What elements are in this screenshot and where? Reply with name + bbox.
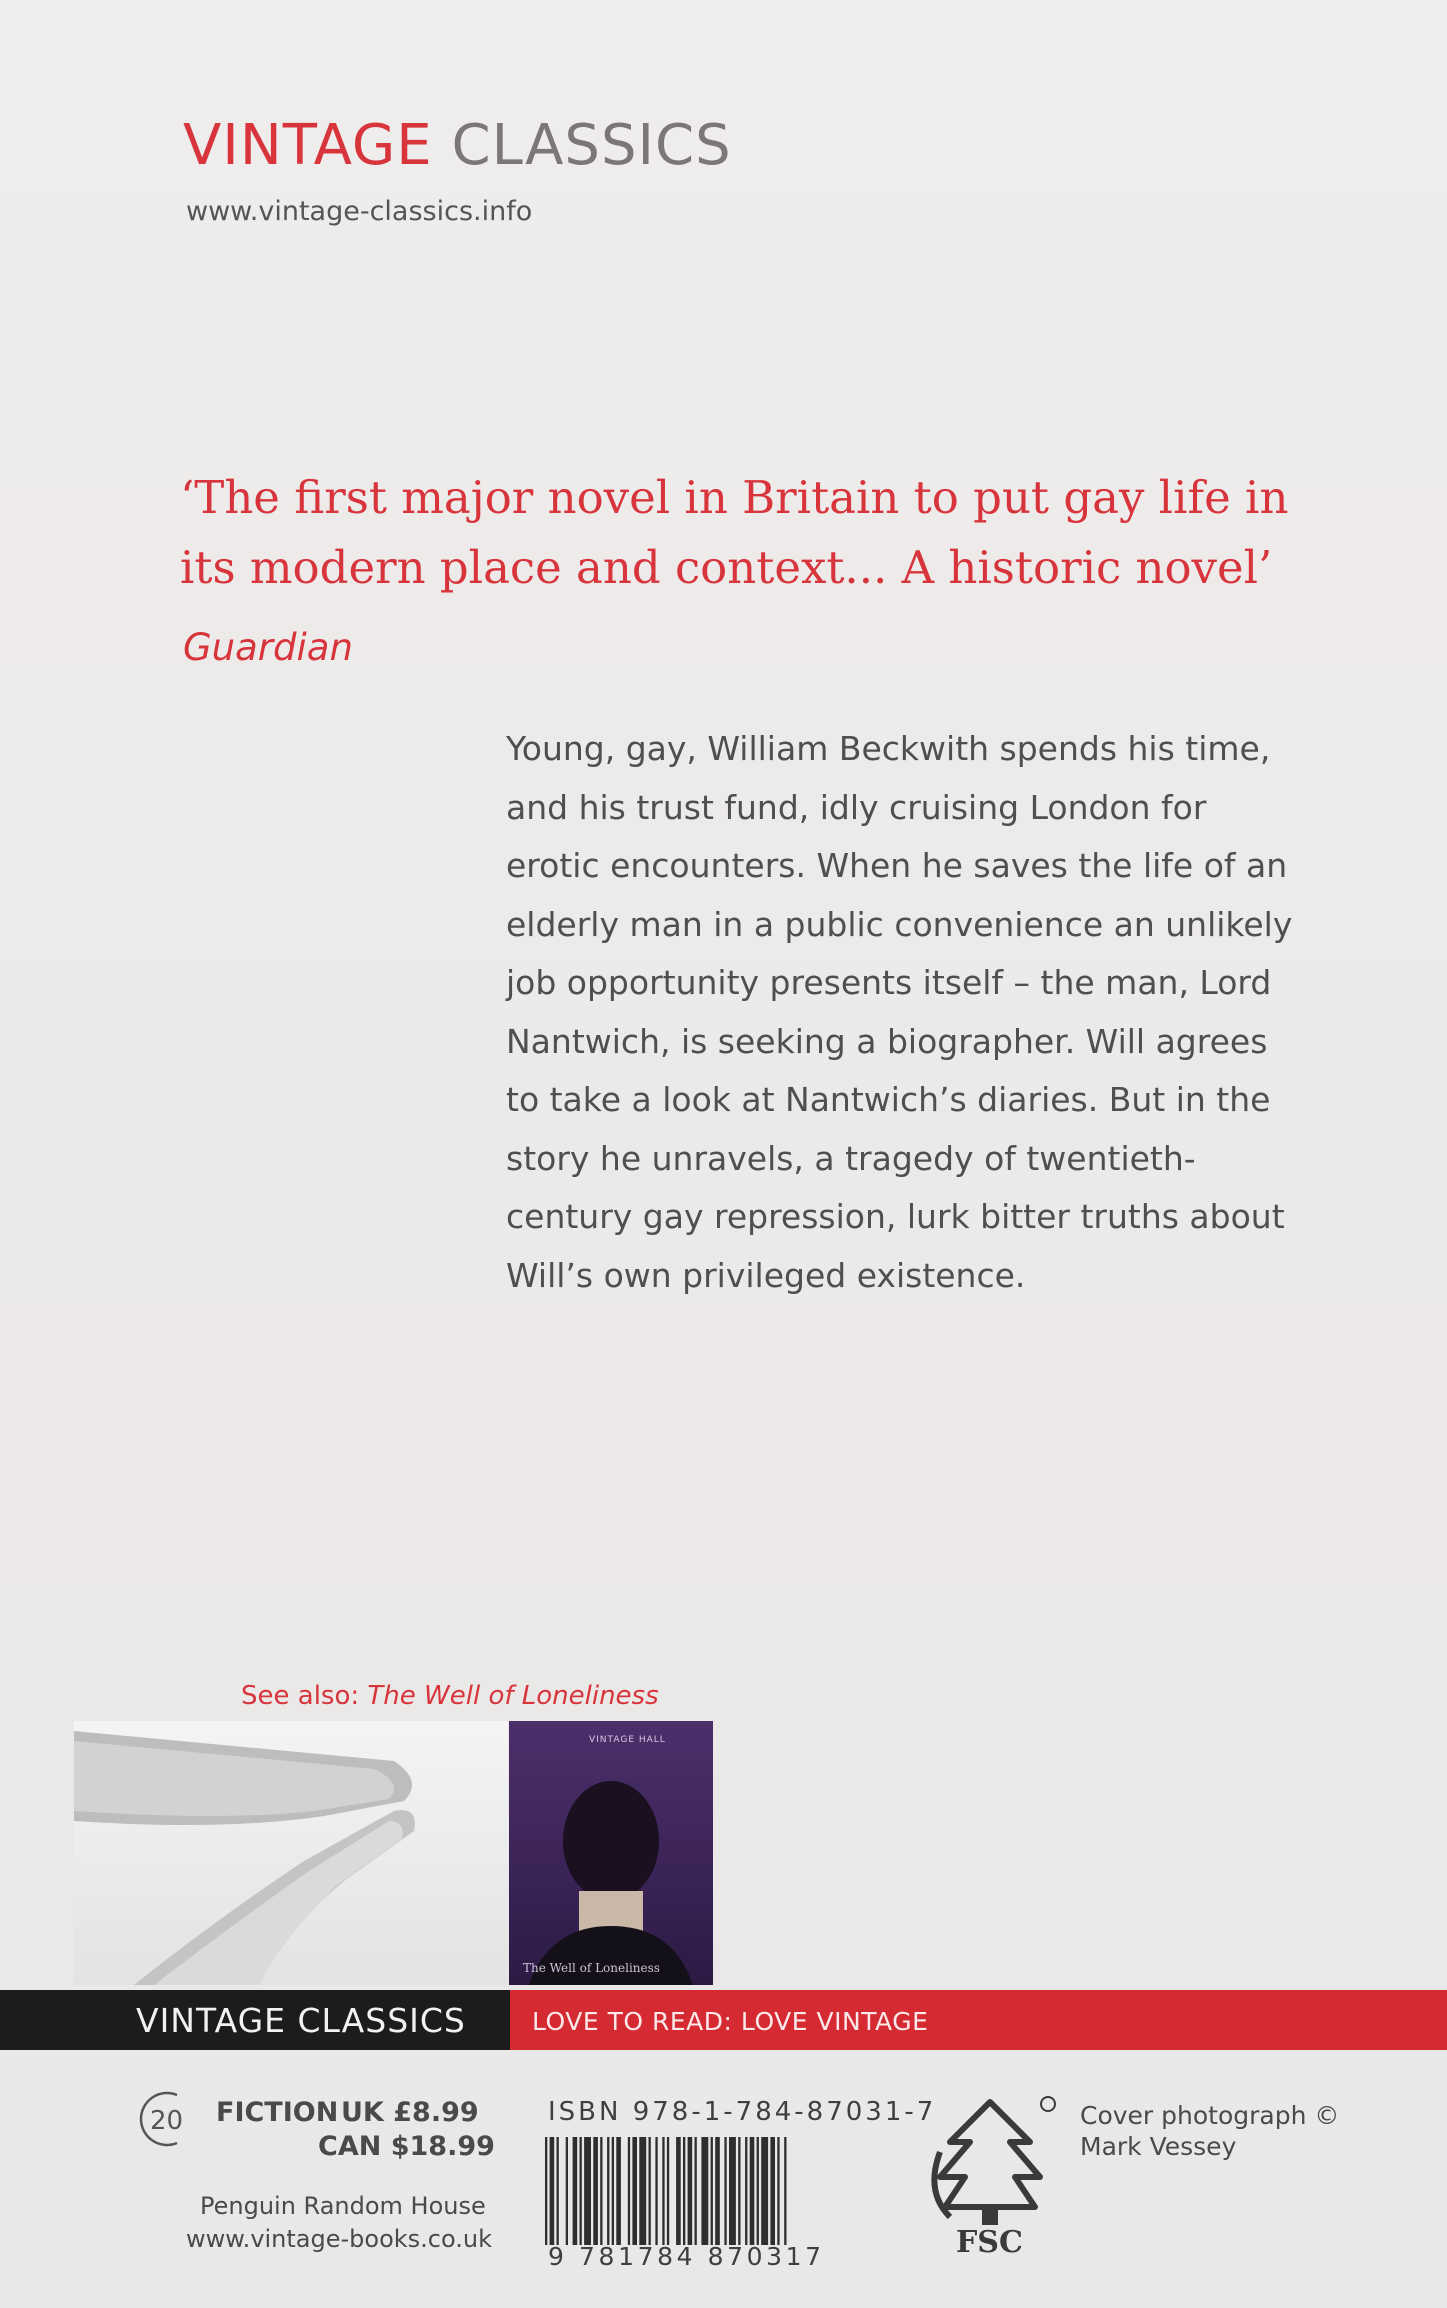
book-blurb <box>506 720 1356 1305</box>
blurb-line: story he unravels, a tragedy of twentieth- <box>506 1138 1196 1178</box>
related-book-figure <box>509 1721 713 1985</box>
cover-credit <box>1080 2100 1380 2162</box>
series-slogan: LOVE TO READ: LOVE VINTAGE <box>532 2007 929 2036</box>
blurb-line: erotic encounters. When he saves the life of an <box>506 846 1288 885</box>
blurb-line: Young, gay, William Beckwith spends his time, <box>506 729 1271 768</box>
blurb-line: century gay repression, lurk bitter truths about <box>506 1197 1285 1236</box>
cover-credit-line: Mark Vessey <box>1080 2132 1237 2161</box>
series-strip <box>0 1990 1447 2050</box>
series-strip-right <box>510 1990 1447 2050</box>
cover-credit-line: Cover photograph © <box>1080 2101 1340 2130</box>
c20-badge-icon <box>133 2087 197 2151</box>
cover-photo-hands <box>74 1721 508 1985</box>
review-quote <box>180 463 1330 603</box>
price-uk: UK £8.99 <box>341 2097 479 2128</box>
series-logo-word-classics: CLASSICS <box>451 113 732 178</box>
publisher-name: Penguin Random House <box>200 2192 486 2220</box>
blurb-line: Will’s own privileged existence. <box>506 1255 1026 1295</box>
blurb-line: to take a look at Nantwich’s diaries. But in the <box>506 1080 1271 1119</box>
see-also-title: The Well of Loneliness <box>367 1681 659 1711</box>
series-strip-left <box>0 1990 510 2050</box>
related-book-brand: VINTAGE HALL <box>589 1735 666 1745</box>
barcode-digits: 9 781784 870317 <box>548 2242 825 2271</box>
blurb-line: elderly man in a public convenience an unlikely <box>506 904 1293 944</box>
price-can: CAN $18.99 <box>318 2131 495 2162</box>
blurb-line: and his trust fund, idly cruising London for <box>506 787 1207 827</box>
hands-illustration <box>74 1721 508 1985</box>
related-book-cover[interactable] <box>509 1721 713 1985</box>
review-quote-line: its modern place and context... A historic novel’ <box>180 541 1273 594</box>
c20-badge-text: 20 <box>150 2106 184 2136</box>
blurb-line: Nantwich, is seeking a biographer. Will agrees <box>506 1021 1268 1061</box>
fsc-logo-icon <box>920 2092 1060 2257</box>
blurb-line: job opportunity presents itself – the man, Lord <box>506 963 1272 1002</box>
publisher-website[interactable]: www.vintage-books.co.uk <box>186 2225 492 2253</box>
related-book-title: The Well of Loneliness <box>523 1961 660 1975</box>
review-quote-line: ‘The first major novel in Britain to put gay life in <box>180 471 1289 524</box>
isbn-barcode <box>545 2137 890 2245</box>
series-strip-label: VINTAGE CLASSICS <box>136 2001 466 2040</box>
series-logo-word-vintage: VINTAGE <box>183 113 433 178</box>
series-logo <box>183 113 732 178</box>
see-also-prefix: See also: <box>241 1681 360 1711</box>
review-source: Guardian <box>183 626 353 669</box>
category-label: FICTION <box>216 2097 339 2128</box>
fsc-logo-text: FSC <box>956 2225 1023 2257</box>
see-also-label <box>241 1681 659 1711</box>
isbn-label: ISBN 978-1-784-87031-7 <box>548 2097 937 2127</box>
series-website[interactable]: www.vintage-classics.info <box>186 196 533 227</box>
